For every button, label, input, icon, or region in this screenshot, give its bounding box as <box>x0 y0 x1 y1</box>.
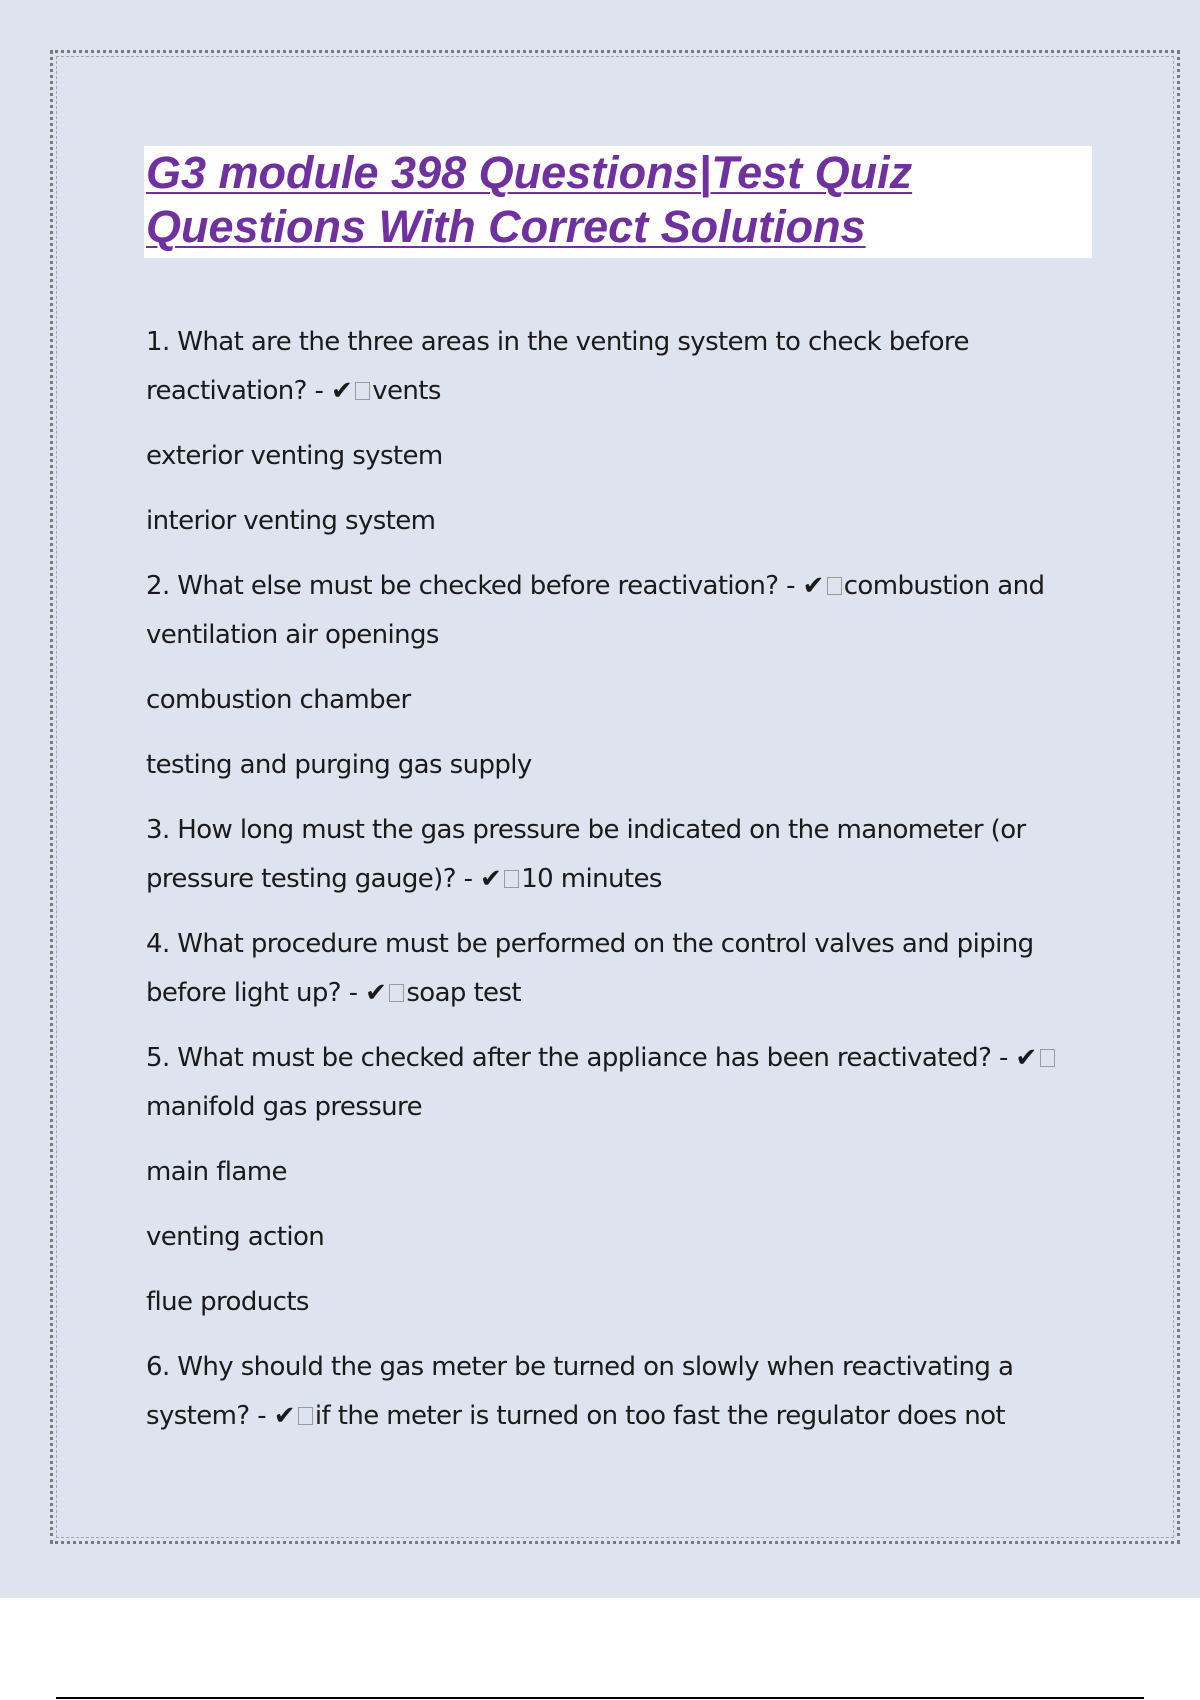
check-icon: ✔ <box>273 1401 295 1431</box>
question-4 <box>146 920 1086 1018</box>
question-1 <box>146 318 1086 416</box>
question-6 <box>146 1343 1086 1441</box>
check-icon: ✔ <box>365 978 387 1008</box>
question-3 <box>146 806 1086 904</box>
answer-line: interior venting system <box>146 506 436 536</box>
placeholder-box-icon <box>1040 1049 1055 1067</box>
answer-text: if the meter is turned on too fast the regulator does not <box>314 1401 1005 1431</box>
answer-line: main flame <box>146 1157 287 1187</box>
placeholder-box-icon <box>355 382 370 400</box>
question-text: 6. Why should the gas meter be turned on slowly when reactivating a system? - <box>146 1352 1014 1431</box>
answer-line: combustion chamber <box>146 685 411 715</box>
page-bottom-rule <box>56 1697 1144 1699</box>
question-text: 4. What procedure must be performed on the control valves and piping before light up? - <box>146 929 1034 1008</box>
answer-text: 10 minutes <box>521 864 662 894</box>
answer-text: manifold gas pressure <box>146 1092 422 1122</box>
placeholder-box-icon <box>504 870 519 888</box>
check-icon: ✔ <box>480 864 502 894</box>
answer-text: vents <box>372 376 441 406</box>
placeholder-box-icon <box>389 984 404 1002</box>
check-icon: ✔ <box>1015 1043 1037 1073</box>
question-2 <box>146 562 1086 660</box>
document-title <box>144 146 1092 254</box>
question-text: 2. What else must be checked before reactivation? - <box>146 571 803 601</box>
answer-line: exterior venting system <box>146 441 443 471</box>
question-text: 5. What must be checked after the appliance has been reactivated? - <box>146 1043 1016 1073</box>
question-list <box>146 318 1086 1457</box>
question-5 <box>146 1034 1086 1132</box>
placeholder-box-icon <box>827 577 842 595</box>
title-box <box>144 146 1092 258</box>
answer-text: combustion and ventilation air openings <box>146 571 1045 650</box>
answer-line: venting action <box>146 1222 325 1252</box>
question-text: 3. How long must the gas pressure be indicated on the manometer (or pressure testing gauge)? - <box>146 815 1026 894</box>
check-icon: ✔ <box>802 571 824 601</box>
answer-line: flue products <box>146 1287 309 1317</box>
question-text: 1. What are the three areas in the venting system to check before reactivation? - <box>146 327 969 406</box>
title-line-1: G3 module 398 Questions|Test Quiz <box>146 147 913 198</box>
title-line-2: Questions With Correct Solutions <box>146 201 866 252</box>
check-icon: ✔ <box>331 376 353 406</box>
answer-line: testing and purging gas supply <box>146 750 532 780</box>
placeholder-box-icon <box>298 1407 313 1425</box>
answer-text: soap test <box>406 978 521 1008</box>
